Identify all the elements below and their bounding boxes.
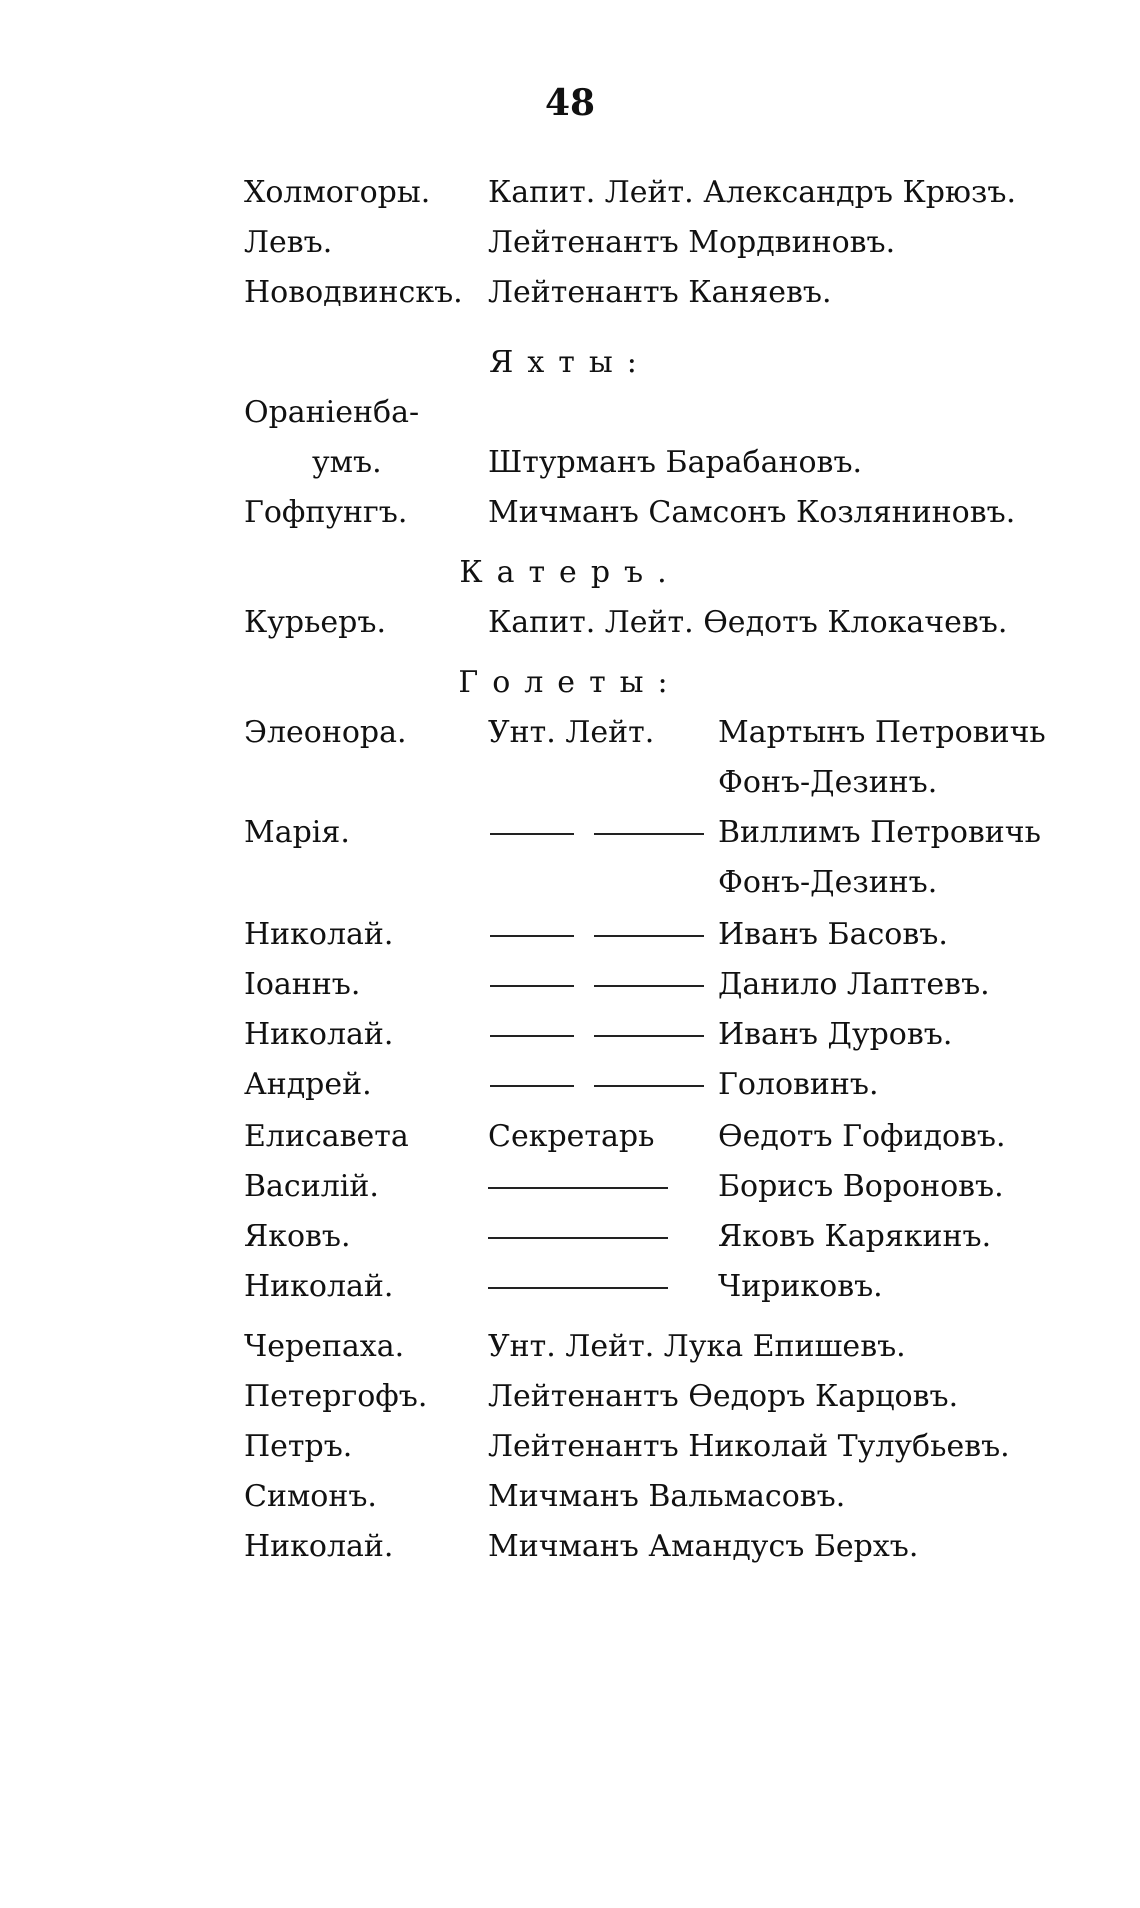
officer-name: Данило Лаптевъ. <box>718 967 990 1002</box>
rank-label: Унт. Лейт. <box>488 715 655 750</box>
roster-row <box>0 708 1140 758</box>
ship-name: Элеонора. <box>244 715 407 750</box>
commander-name: Лейтенантъ Каняевъ. <box>488 275 832 310</box>
page-number: 48 <box>544 82 596 124</box>
roster-row <box>0 1522 1140 1572</box>
ship-name: Петръ. <box>244 1429 353 1464</box>
officer-name: Иванъ Дуровъ. <box>718 1017 953 1052</box>
commander-name: Мичманъ Вальмасовъ. <box>488 1479 846 1514</box>
ship-name: Новодвинскъ. <box>244 275 463 310</box>
roster-row <box>0 758 1140 808</box>
ditto-dash <box>490 833 574 835</box>
roster-row <box>0 1372 1140 1422</box>
officer-name: Виллимъ Петровичь <box>718 815 1041 850</box>
roster-row <box>0 1422 1140 1472</box>
ship-name: Холмогоры. <box>244 175 431 210</box>
ship-name: Василій. <box>244 1169 379 1204</box>
commander-name: Унт. Лейт. Лука Епишевъ. <box>488 1329 906 1364</box>
ditto-dash <box>594 985 704 987</box>
roster-row <box>0 388 1140 438</box>
ditto-dash <box>594 935 704 937</box>
commander-name: Штурманъ Барабановъ. <box>488 445 863 480</box>
ship-name: Андрей. <box>244 1067 372 1102</box>
ship-name: Левъ. <box>244 225 333 260</box>
ship-name: Николай. <box>244 917 394 952</box>
officer-name-continued: Фонъ-Дезинъ. <box>718 765 938 800</box>
ship-name: Черепаха. <box>244 1329 405 1364</box>
ship-name: Николай. <box>244 1529 394 1564</box>
roster-row <box>0 168 1140 218</box>
ship-name: Симонъ. <box>244 1479 377 1514</box>
commander-name: Капит. Лейт. Өедотъ Клокачевъ. <box>488 605 1008 640</box>
ditto-dash <box>488 1237 668 1239</box>
officer-name: Борисъ Вороновъ. <box>718 1169 1004 1204</box>
section-heading-yachts: Яхты: <box>489 345 651 380</box>
ditto-dash <box>488 1287 668 1289</box>
commander-name: Мичманъ Амандусъ Берхъ. <box>488 1529 919 1564</box>
roster-row <box>0 1472 1140 1522</box>
roster-row <box>0 268 1140 318</box>
roster-row <box>0 1112 1140 1162</box>
officer-name: Головинъ. <box>718 1067 879 1102</box>
roster-row <box>0 598 1140 648</box>
rank-label: Секретарь <box>488 1119 655 1154</box>
section-heading-cutter: Катеръ. <box>459 555 681 590</box>
ship-name: Гофпунгъ. <box>244 495 408 530</box>
ship-name-continued: умъ. <box>312 445 382 480</box>
roster-row <box>0 1262 1140 1312</box>
commander-name: Капит. Лейт. Александръ Крюзъ. <box>488 175 1017 210</box>
officer-name: Өедотъ Гофидовъ. <box>718 1119 1006 1154</box>
section-heading-schooners: Голеты: <box>458 665 682 700</box>
officer-name-continued: Фонъ-Дезинъ. <box>718 865 938 900</box>
ship-name: Курьеръ. <box>244 605 386 640</box>
ditto-dash <box>488 1187 668 1189</box>
roster-row <box>0 1212 1140 1262</box>
ship-name: Іоаннъ. <box>244 967 361 1002</box>
ditto-dash <box>490 1035 574 1037</box>
officer-name: Мартынъ Петровичь <box>718 715 1046 750</box>
roster-row <box>0 960 1140 1010</box>
roster-row <box>0 438 1140 488</box>
roster-row <box>0 858 1140 908</box>
ship-name: Яковъ. <box>244 1219 351 1254</box>
ship-name: Марія. <box>244 815 350 850</box>
roster-row <box>0 1322 1140 1372</box>
ship-name: Ораніенба- <box>244 395 420 430</box>
ship-name: Елисавета <box>244 1119 409 1154</box>
ditto-dash <box>490 935 574 937</box>
ditto-dash <box>490 1085 574 1087</box>
commander-name: Лейтенантъ Өедоръ Карцовъ. <box>488 1379 959 1414</box>
roster-row <box>0 488 1140 538</box>
ditto-dash <box>594 1035 704 1037</box>
ditto-dash <box>594 833 704 835</box>
officer-name: Яковъ Карякинъ. <box>718 1219 992 1254</box>
roster-row <box>0 910 1140 960</box>
ship-name: Николай. <box>244 1269 394 1304</box>
ship-name: Николай. <box>244 1017 394 1052</box>
officer-name: Чириковъ. <box>718 1269 883 1304</box>
officer-name: Иванъ Басовъ. <box>718 917 948 952</box>
commander-name: Лейтенантъ Николай Тулубьевъ. <box>488 1429 1010 1464</box>
roster-row <box>0 1162 1140 1212</box>
commander-name: Лейтенантъ Мордвиновъ. <box>488 225 896 260</box>
ditto-dash <box>594 1085 704 1087</box>
ditto-dash <box>490 985 574 987</box>
commander-name: Мичманъ Самсонъ Козляниновъ. <box>488 495 1016 530</box>
roster-row <box>0 218 1140 268</box>
roster-row <box>0 1010 1140 1060</box>
roster-row <box>0 808 1140 858</box>
ship-name: Петергофъ. <box>244 1379 428 1414</box>
roster-row <box>0 1060 1140 1110</box>
